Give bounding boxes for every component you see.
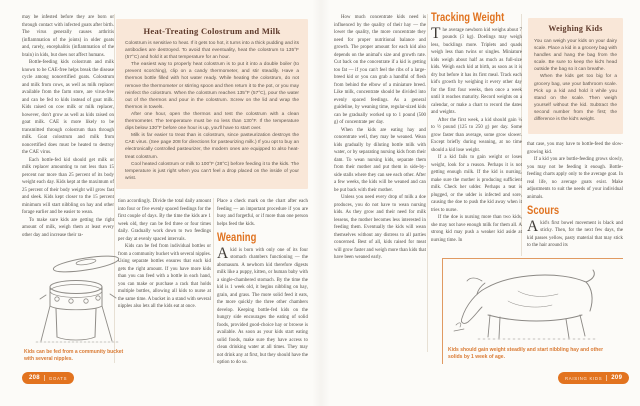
paragraph: Each bottle-fed kid should get milk or milk replacer amounting to not less than 15 percent nor more than 25 percent of its body weight each day. Kids kept at the maximum of 25 percent of their body weight will grow fast and sleek. Kids kept closer to the 15 percent minimum will start nibbling on hay and other forage earlier and be easier to wean. xyxy=(22,157,114,215)
tracking-paragraphs xyxy=(431,117,522,245)
sidebar-title: Heat-Treating Colostrum and Milk xyxy=(143,26,281,36)
left-column-3 xyxy=(217,198,308,365)
drop-cap: T xyxy=(431,24,441,42)
footer-divider xyxy=(606,375,607,381)
sidebar-title: Weighing Kids xyxy=(548,24,603,33)
right-column-2 xyxy=(431,12,522,258)
paragraph: may be infested before they are born or through contact with infected goats after birth. The virus generally causes arthritis (inflammation of the joints) in older goats and, rarely, encephalitis (inflammation of the brain) in kids, but does not affect humans. xyxy=(22,15,114,58)
heat-treating-sidebar xyxy=(116,19,308,189)
paragraph: Kids can be fed from individual bottles or from a community bucket with several nipples. Using separate bottles ensures that each kid gets the right amount. If you have more kids than you can feed with a bottle in each hand, you can make or purchase a rack that holds multiple bottles, allowing all kids to nurse at the same time. A bucket in a stand with several nipples also lets all the kids eat at once. xyxy=(118,244,211,309)
weaning-heading: Weaning xyxy=(217,232,257,244)
left-page-footer xyxy=(22,372,74,384)
paragraph: To make sure kids are getting the right amount of milk, weigh them at least every other day and increase their ra- xyxy=(22,217,114,238)
paragraph: The easiest way to properly heat colostrum is to put it into a double boiler (to prevent scorching), clip on a candy thermometer, and stir steadily. Have a thermos bottle filled with hot water ready. While heating the colostrum, do not remove the thermometer or stirring spoon and then return it to the pot, or you may reinfect the colostrum. When the colostrum reaches 135°F (57°C), pour the water out of the thermos and pour in the colostrum. Screw on the lid and wrap the thermos in towels. xyxy=(125,62,299,110)
paragraph: Bottle-feeding kids colostrum and milk known to be CAE-free helps break the disease cycle among noncertified goats. Colostrum and milk from cows, as well as milk replacer available from the farm store, are virus-free and can be fed to kids instead of goat milk. Kids raised on cow milk or milk replacer, however, don't grow as well as kids raised on goat milk. CAE is more likely to be transmitted through colostrum than through milk. Goat colostrum and milk from noncertified does must be heated to destroy the CAE virus. xyxy=(22,60,114,155)
paragraph: After one hour, open the thermos and test the colostrum with a clean thermometer. The temperature must be no less than 130°F. If the temperature dips below 130°F before one hour is up, you'll have to start over. xyxy=(125,111,299,132)
paragraph: How much concentrate kids need is influenced by the quality of their hay — the lower the quality, the more concentrate they need for proper nutritional balance and growth. The proper amount for each kid also depends on the animal's size and growth rate. Cut back on the concentrate if a kid is getting too fat — if you can't feel the ribs of a large-breed kid or you can grab a handful of flesh from behind the elbow of a miniature breed. Like milk, concentrate should be divided into evenly spaced feedings. As a general guideline, by weaning time, regular-sized kids can be gradually worked up to 1 pound (500 g) of concentrate per day. xyxy=(334,15,426,125)
paragraph: Place a check mark on the chart after each feeding — an important procedure if you are busy and forgetful, or if more than one person helps feed the kids. xyxy=(217,199,308,227)
paragraph: If a kid you are bottle-feeding grows slowly, you may not be feeding it enough. Bottle-feeding charts apply only to the average goat. In real life, no average goats exist. Make adjustments to suit the needs of your individual animals. xyxy=(527,157,623,200)
column-rule xyxy=(427,14,428,352)
paragraph: Unless you need every drop of milk a doe produces, you do not have to wean nursing kids. As they grow and their need for milk lessens, the mother becomes less interested in feeding them. Eventually the kids will wean themselves without any distress to all parties concerned. Best of all, kids raised for meat will grow faster and weigh more than kids that have been weaned early. xyxy=(334,195,426,260)
paragraph: You can weigh your kids on your dairy scale. Place a kid in a grocery bag with handles and hang the bag from the scale. Be sure to keep the kid's head outside the bag so it can breathe. xyxy=(534,39,617,73)
tracking-weight-heading: Tracking Weight xyxy=(431,12,505,24)
weaning-paragraph: Akid is born with only one of its four stomach chambers functioning — the abomasum. A newborn kid therefore digests milk like a puppy, kitten, or human baby with a single-chambered stomach. By the time the kid is 1 week old, it begins nibbling on hay, grain, and grass. The more solid feed it eats, the more quickly the three other chambers develop. Keeping bottle-fed kids on the hungry side encourages the eating of solid foods, provided good-choice hay or browse is available. As soon as your kids start eating solid foods, make sure they have access to clean drinking water at all times. They may not drink any at first, but they should have the option to do so. xyxy=(217,244,308,365)
page-number: 209 xyxy=(611,375,623,381)
drop-cap: A xyxy=(527,217,539,235)
left-figure-caption: Kids can be fed from a community bucket with several nipples. xyxy=(24,349,124,362)
goat-kid-figure xyxy=(442,258,623,364)
paragraph: After the first week, a kid should gain ¼ to ½ pound (125 to 250 g) per day. Some grow faster than average, some grow slower. Except briefly during weaning, at no time should a kid lose weight. xyxy=(431,117,522,153)
paragraph: If a kid fails to gain weight or loses weight, look for a reason. Perhaps it is not getting enough milk. If the kid is nursing, make sure the mother is producing sufficient milk. Check her udder. Perhaps a teat is plugged, or the udder is infected and sore, causing the doe to push the kid away when it tries to nurse. xyxy=(431,155,522,213)
bucket-feeder-illustration xyxy=(26,249,130,345)
paragraph: that case, you may have to bottle-feed the slow-growing kid. xyxy=(527,142,623,155)
weighing-kids-sidebar xyxy=(528,18,623,134)
column-paragraphs xyxy=(527,141,623,201)
scours-paragraph: Akid's first bowel movement is black and sticky. Then, for the next few days, the kid passes yellow, pasty material that may stick to the hair around its xyxy=(527,217,623,248)
footer-section-label: GOATS xyxy=(48,375,68,381)
footer-section-label: RAISING KIDS xyxy=(565,375,603,381)
tracking-paragraph: The average newborn kid weighs about 7 pounds (3 kg). Doelings may weigh less, bucklings more. Triplets and quads weigh less than twins or singles. Miniature kids weigh about half as much as full-size kids. Weigh each kid at birth, as soon as it is dry but before it has its first meal. Track each kid's growth by weighing it every other day for the first four weeks, then once a week until it reaches maturity. Record weights on a calendar, or make a chart to record the dates and weights. xyxy=(431,24,522,115)
paragraph: Cool heated colostrum or milk to 100°F (38°C) before feeding it to the kids. The temperature is just right when you can't feel a drop placed on the inside of your wrist. xyxy=(125,161,299,181)
left-column-2 xyxy=(118,198,211,363)
drop-cap: A xyxy=(217,244,229,262)
footer-divider xyxy=(44,375,45,381)
paragraph: If the doe is nursing more than two kids, she may not have enough milk for them all. A strong kid may push a weaker kid aside at nursing time. In xyxy=(431,215,522,243)
paragraph: Milk is far easier to treat than is colostrum, since pasteurization destroys the CAE virus. (See page 208 for directions for pasteurizing milk.) If you opt to buy an electronically controlled pasteurizer, the modern ones are equipped to also heat-treat colostrum. xyxy=(125,133,299,160)
paragraph: tion accordingly. Divide the total daily amount into four or five evenly spaced feedings for the first couple of days. By the time the kids are 1 week old, they can be fed three or four times daily. Gradually work down to two feedings per day at evenly spaced intervals. xyxy=(118,199,211,242)
sidebar-body xyxy=(125,40,299,182)
right-column-1 xyxy=(334,14,426,354)
sidebar-body xyxy=(534,38,617,123)
right-page-footer xyxy=(558,372,629,384)
right-figure-caption: Kids should gain weight steadily and start nibbling hay and other solids by 1 week of age. xyxy=(448,347,604,360)
page-spine-shading xyxy=(312,0,330,406)
paragraph: When the kids are eating hay and concentrate well, they may be weaned. Wean kids gradually by diluting bottle milk with water, or by separating nursing kids from their dam. To wean nursing kids, separate them from their mother and put them in side-by-side stalls where they can see each other. After a few weeks, the kids will be weaned and can be put back with their mother. xyxy=(334,127,426,193)
scours-heading: Scours xyxy=(527,205,560,217)
page-number: 208 xyxy=(29,375,40,381)
column-rule xyxy=(213,198,214,363)
goat-kid-illustration xyxy=(448,261,618,341)
right-column-3 xyxy=(527,141,623,259)
left-column-1 xyxy=(22,14,114,250)
paragraph: When the kids get too big for a grocery bag, use your bathroom scale. Pick up a kid and hold it while you stand on the scale. Then weigh yourself without the kid. Subtract the second number from the first; the difference is the kid's weight. xyxy=(534,74,617,123)
paragraph: Colostrum is sensitive to heat. If it gets too hot, it turns into a thick pudding and its antibodies are destroyed. To avoid that eventuality, heat the colostrum to 135°F (57°C) and hold it at that temperature for an hour. xyxy=(125,41,299,61)
